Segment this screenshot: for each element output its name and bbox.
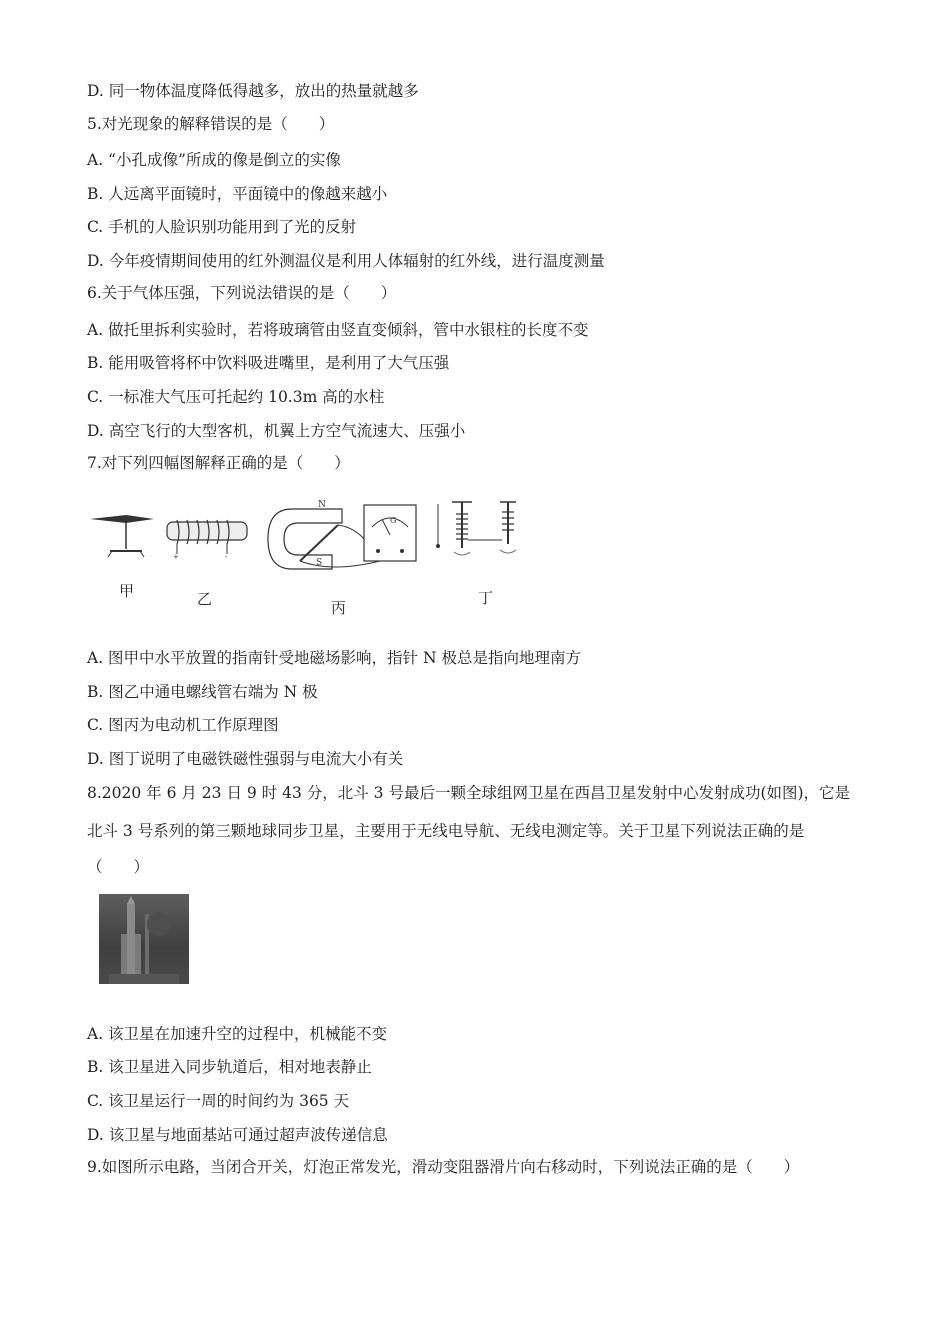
q7-option-b: B. 图乙中通电螺线管右端为 N 极 xyxy=(87,683,318,701)
q6-stem: 6.关于气体压强，下列说法错误的是（ ） xyxy=(87,284,397,302)
figure-bing-generator xyxy=(262,497,422,579)
q4-option-d: D. 同一物体温度降低得越多，放出的热量就越多 xyxy=(87,82,419,100)
q8-stem-line1: 8.2020 年 6 月 23 日 9 时 43 分，北斗 3 号最后一颗全球组网卫星在西昌卫星发射中心发射成功(如图)，它是 xyxy=(87,784,851,802)
q8-stem-line3: （ ） xyxy=(87,858,150,876)
q5-option-b: B. 人远离平面镜时，平面镜中的像越来越小 xyxy=(87,185,388,203)
figure-ding-electromagnets xyxy=(432,500,527,565)
figure-yi-solenoid xyxy=(163,510,253,560)
figure-label-jia: 甲 xyxy=(119,582,135,600)
q9-stem: 9.如图所示电路，当闭合开关，灯泡正常发光，滑动变阻器滑片向右移动时，下列说法正确的是（ ） xyxy=(87,1158,800,1176)
q5-option-d: D. 今年疫情期间使用的红外测温仪是利用人体辐射的红外线，进行温度测量 xyxy=(87,252,605,270)
q8-option-a: A. 该卫星在加速升空的过程中，机械能不变 xyxy=(87,1025,388,1043)
svg-text:+: + xyxy=(173,553,179,560)
figure-label-bing: 丙 xyxy=(331,599,347,617)
q5-stem: 5.对光现象的解释错误的是（ ） xyxy=(87,115,335,133)
magnet-s-label: S xyxy=(316,558,323,568)
rocket-launch-photo xyxy=(99,894,189,984)
q7-option-c: C. 图丙为电动机工作原理图 xyxy=(87,716,279,734)
figure-jia-compass xyxy=(88,505,163,565)
q8-stem-line2: 北斗 3 号系列的第三颗地球同步卫星，主要用于无线电导航、无线电测定等。关于卫星下列说法正确的是 xyxy=(87,822,805,840)
galvanometer-g-label: G xyxy=(390,516,397,525)
q5-option-a: A. “小孔成像”所成的像是倒立的实像 xyxy=(87,151,341,169)
q7-stem: 7.对下列四幅图解释正确的是（ ） xyxy=(87,454,350,472)
q8-option-c: C. 该卫星运行一周的时间约为 365 天 xyxy=(87,1092,350,1110)
magnet-n-label: N xyxy=(318,500,326,510)
figure-label-ding: 丁 xyxy=(478,589,494,607)
q8-option-b: B. 该卫星进入同步轨道后，相对地表静止 xyxy=(87,1058,372,1076)
q6-option-b: B. 能用吸管将杯中饮料吸进嘴里，是利用了大气压强 xyxy=(87,354,450,372)
figure-label-yi: 乙 xyxy=(197,590,213,608)
q8-option-d: D. 该卫星与地面基站可通过超声波传递信息 xyxy=(87,1126,388,1144)
q6-option-a: A. 做托里拆利实验时，若将玻璃管由竖直变倾斜，管中水银柱的长度不变 xyxy=(87,321,589,339)
svg-text:-: - xyxy=(225,553,228,560)
q7-option-d: D. 图丁说明了电磁铁磁性强弱与电流大小有关 xyxy=(87,750,404,768)
q6-option-d: D. 高空飞行的大型客机，机翼上方空气流速大、压强小 xyxy=(87,422,466,440)
q5-option-c: C. 手机的人脸识别功能用到了光的反射 xyxy=(87,218,357,236)
q7-option-a: A. 图甲中水平放置的指南针受地磁场影响，指针 N 极总是指向地理南方 xyxy=(87,649,581,667)
q6-option-c: C. 一标准大气压可托起约 10.3m 高的水柱 xyxy=(87,388,385,406)
